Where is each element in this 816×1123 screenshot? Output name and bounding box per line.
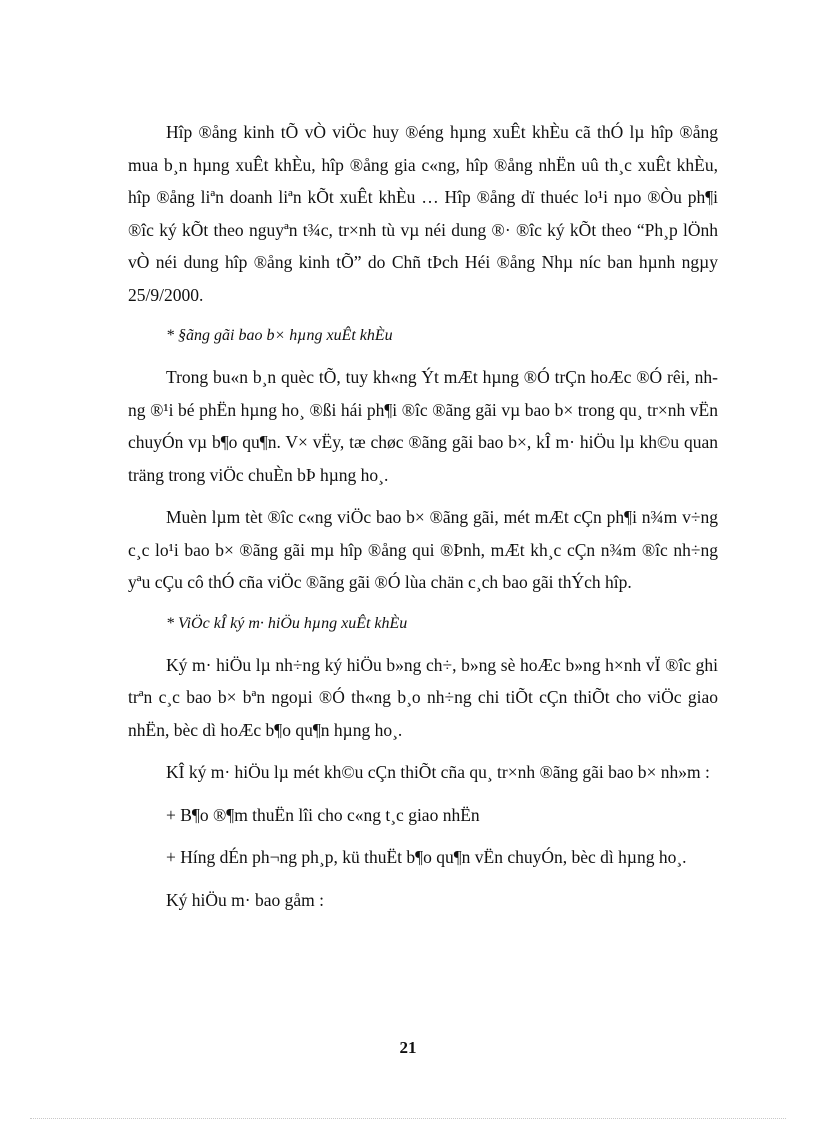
paragraph-2: Trong bu«n b¸n quèc tÕ, tuy kh«ng Ýt mÆt hµng ®Ó trÇn hoÆc ®Ó rêi, nhng ®¹i bé phËn hµng ho¸ ®ßi hái ph¶i ®îc ®ãng gãi vµ bao b× trong qu¸ tr×nh vËn chuyÓn vµ b¶o qu¶n. V× vËy, tæ chøc ®ãng gãi bao b×, kÎ m· hiÖu lµ kh©u quan träng trong viÖc chuÈn bÞ hµng ho¸.: [128, 367, 718, 485]
paragraph-1: Hîp ®ång kinh tÕ vÒ viÖc huy ®éng hµng xuÊt khÈu cã thÓ lµ hîp ®ång mua b¸n hµng xuÊt khÈu, hîp ®ång gia c«ng, hîp ®ång nhËn uû th¸c xuÊt khÈu, hîp ®ång liªn doanh liªn kÕt xuÊt khÈu … Hîp ®ång dï thuéc lo¹i nµo ®Òu ph¶i ®îc ký kÕt theo nguyªn t¾c, tr×nh tù vµ néi dung ®· ®îc ký kÕt theo “Ph¸p lÖnh vÒ néi dung hîp ®ång kinh tÕ” do Chñ tÞch Héi ®ång Nhµ níc ban hµnh ngµy 25/9/2000.: [128, 122, 718, 305]
paragraph-3: Muèn lµm tèt ®îc c«ng viÖc bao b× ®ãng gãi, mét mÆt cÇn ph¶i n¾m v÷ng c¸c lo¹i bao b× ®ãng gãi mµ hîp ®ång qui ®Þnh, mÆt kh¸c cÇn n¾m ®îc nh÷ng yªu cÇu cô thÓ cña viÖc ®ãng gãi ®Ó lùa chän c¸ch bao gãi thÝch hîp.: [128, 507, 718, 592]
section-heading-marking: * ViÖc kÎ ký m· hiÖu hµng xuÊt khÈu: [166, 614, 408, 632]
document-body: [128, 116, 718, 926]
paragraph-4: Ký m· hiÖu lµ nh÷ng ký hiÖu b»ng ch÷, b»ng sè hoÆc b»ng h×nh vÏ ®îc ghi trªn c¸c bao b× bªn ngoµi ®Ó th«ng b¸o nh÷ng chi tiÕt cÇn thiÕt cho viÖc giao nhËn, bèc dì hoÆc b¶o qu¶n hµng ho¸.: [128, 654, 718, 740]
list-item-2: + Híng dÉn ph¬ng ph¸p, kü thuËt b¶o qu¶n vËn chuyÓn, bèc dì hµng ho¸.: [166, 847, 687, 867]
paragraph-5: KÎ ký m· hiÖu lµ mét kh©u cÇn thiÕt cña qu¸ tr×nh ®ãng gãi bao b× nh»m :: [166, 762, 710, 782]
list-item-1: + B¶o ®¶m thuËn lîi cho c«ng t¸c giao nhËn: [166, 804, 480, 825]
paragraph-6: Ký hiÖu m· bao gåm :: [166, 889, 324, 910]
page-number: 21: [399, 1038, 417, 1057]
page-bottom-divider: [30, 1118, 786, 1119]
section-heading-packaging: * §ãng gãi bao b× hµng xuÊt khÈu: [166, 327, 393, 344]
